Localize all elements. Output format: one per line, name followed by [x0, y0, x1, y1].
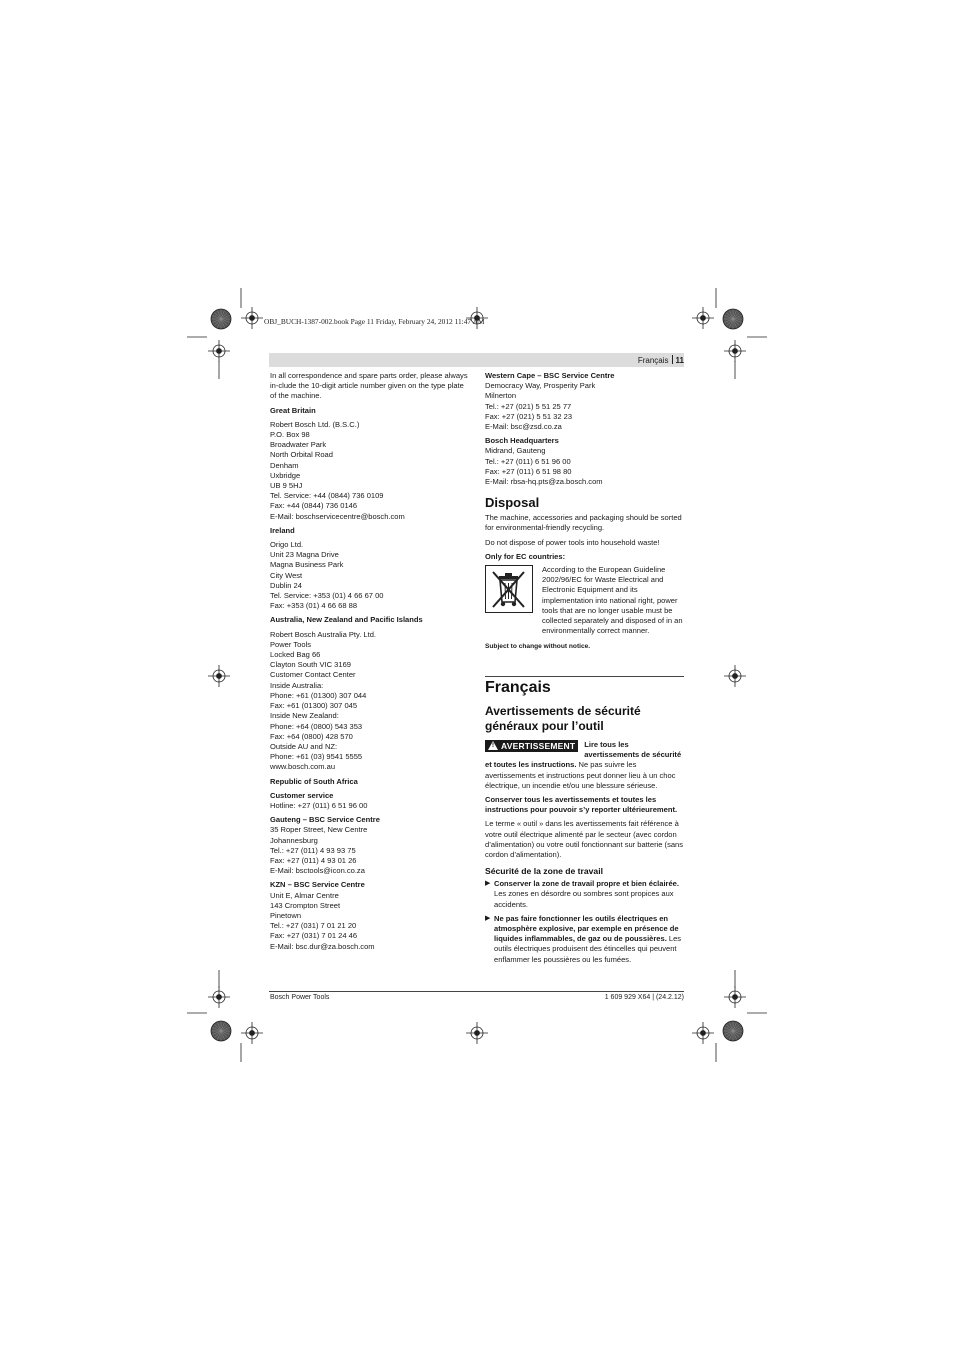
address-line: 143 Crompton Street — [270, 900, 341, 910]
address-gauteng — [270, 825, 470, 876]
address-line: Hotline: +27 (011) 6 51 96 00 — [270, 800, 368, 810]
section-title-great-britain: Great Britain — [270, 405, 316, 415]
address-line: Fax: +353 (01) 4 66 68 88 — [270, 601, 358, 611]
bullet-triangle-icon: ▶ — [485, 914, 491, 922]
address-line: Pinetown — [270, 910, 302, 920]
address-line: Tel. Service: +44 (0844) 736 0109 — [270, 491, 384, 501]
address-line: Broadwater Park — [270, 440, 327, 450]
section-title-western-cape: Western Cape – BSC Service Centre — [485, 371, 615, 380]
footer-left: Bosch Power Tools — [270, 994, 330, 1001]
subject-to-change: Subject to change without notice. — [485, 643, 591, 651]
header-language: Français — [637, 356, 669, 365]
address-line: Unit 23 Magna Drive — [270, 550, 339, 560]
page-number: 11 — [675, 356, 684, 365]
address-line: Tel.: +27 (011) 4 93 93 75 — [270, 845, 356, 855]
address-line: Johannesburg — [270, 835, 318, 845]
address-line: Dublin 24 — [270, 580, 302, 590]
address-line: North Orbital Road — [270, 450, 333, 460]
address-line: P.O. Box 98 — [270, 430, 310, 440]
address-line: Milnerton — [485, 391, 517, 401]
ec-guideline-text: According to the European Guideline 2002/96/EC for Waste Electrical and Electronic Equipment and its implementation into national right, power tools that are no longer usable must be collected separately and disposed of in an environmentally correct manner. — [542, 565, 683, 636]
address-line: Customer Contact Center — [270, 670, 356, 680]
section-title-gauteng: Gauteng – BSC Service Centre — [270, 815, 380, 825]
address-line: Clayton South VIC 3169 — [270, 660, 351, 670]
address-line: Power Tools — [270, 639, 311, 649]
disposal-paragraph-1: The machine, accessories and packaging should be sorted for environmental-friendly recycling. — [485, 513, 682, 533]
footer-rule — [269, 991, 684, 992]
address-line: Locked Bag 66 — [270, 650, 321, 660]
address-line: Fax: +27 (031) 7 01 24 46 — [270, 931, 358, 941]
disposal-heading: Disposal — [485, 495, 540, 511]
address-line: Inside New Zealand: — [270, 711, 339, 721]
address-line: E-Mail: boschservicecentre@bosch.com — [270, 511, 405, 521]
header-separator — [672, 355, 673, 364]
section-title-south-africa: Republic of South Africa — [270, 776, 358, 786]
section-title-bosch-headquarters: Bosch Headquarters — [485, 436, 559, 446]
address-line: Fax: +27 (021) 5 51 32 23 — [485, 411, 573, 421]
address-line: E-Mail: rbsa-hq.pts@za.bosch.com — [485, 477, 603, 487]
bullet-keep-work-area-clean: ▶ Conserver la zone de travail propre et bien éclairée. Les zones en désordre ou sombres sont propices aux accidents. — [485, 879, 679, 909]
address-line: Fax: +61 (01300) 307 045 — [270, 701, 358, 711]
francais-heading: Français — [485, 679, 551, 696]
section-rule-francais — [485, 676, 684, 677]
address-line: Robert Bosch Ltd. (B.S.C.) — [270, 419, 360, 429]
disposal-paragraph-2: Do not dispose of power tools into household waste! — [485, 537, 660, 547]
section-title-australia: Australia, New Zealand and Pacific Islands — [270, 615, 423, 625]
address-australia — [270, 630, 470, 773]
tool-term-paragraph: Le terme « outil » dans les avertissements fait référence à votre outil électrique alimenté par le secteur (avec cordon d’alimentation) ou votre outil fonctionnant sur batterie (sans cordon d’alimentation). — [485, 819, 684, 860]
section-title-customer-service: Customer service — [270, 790, 334, 800]
address-line: Origo Ltd. — [270, 540, 304, 550]
warning-triangle-icon: ! — [488, 741, 498, 750]
page-header-bar — [269, 353, 684, 367]
address-line: Tel.: +27 (021) 5 51 25 77 — [485, 401, 572, 411]
ec-block — [485, 565, 684, 636]
address-western-cape — [485, 381, 684, 432]
address-bosch-headquarters — [485, 446, 684, 487]
safety-warnings-heading: Avertissements de sécurité généraux pour l’outil — [485, 704, 641, 733]
section-title-ireland: Ireland — [270, 525, 295, 535]
address-line: E-Mail: bsc@zsd.co.za — [485, 422, 562, 432]
address-line: Fax: +27 (011) 6 51 98 80 — [485, 466, 572, 476]
footer-right: 1 609 929 X64 | (24.2.12) — [604, 994, 684, 1001]
intro-paragraph: In all correspondence and spare parts order, please always in-clude the 10-digit article number given on the type plate of the machine. — [270, 371, 468, 401]
left-column — [270, 371, 470, 952]
address-line: www.bosch.com.au — [270, 762, 336, 772]
section-title-kzn: KZN – BSC Service Centre — [270, 880, 365, 890]
address-line: Robert Bosch Australia Pty. Ltd. — [270, 629, 376, 639]
address-line: Phone: +61 (03) 9541 5555 — [270, 752, 363, 762]
address-line: Midrand, Gauteng — [485, 446, 546, 456]
address-line: Tel. Service: +353 (01) 4 66 67 00 — [270, 591, 384, 601]
address-line: City West — [270, 570, 303, 580]
address-line: Inside Australia: — [270, 680, 324, 690]
ec-countries-title: Only for EC countries: — [485, 551, 566, 561]
address-great-britain — [270, 420, 470, 522]
address-line: Fax: +64 (0800) 428 570 — [270, 731, 353, 741]
address-kzn — [270, 891, 470, 952]
address-line: Phone: +64 (0800) 543 353 — [270, 721, 363, 731]
keep-instructions-paragraph: Conserver tous les avertissements et toutes les instructions pour pouvoir s’y reporter ultérieurement. — [485, 795, 678, 815]
bullet-explosive-atmosphere: ▶ Ne pas faire fonctionner les outils électriques en atmosphère explosive, par exemple en présence de liquides inflammables, de gaz ou de poussières. Les outils électriques produisent des étincelles qui peuvent enflammer les poussières ou les fumées. — [485, 913, 682, 964]
french-section — [485, 678, 684, 965]
warning-paragraph: Lire tous les avertissements de sécurité et toutes les instructions. Ne pas suivre les avertissements et instructions peut donner lieu à un choc électrique, un incendie et/ou une blessure sérieuse. — [485, 740, 682, 790]
customer-service-lines — [270, 801, 470, 811]
address-line: E-Mail: bsctools@icon.co.za — [270, 866, 365, 876]
address-line: Fax: +44 (0844) 736 0146 — [270, 501, 358, 511]
page-header — [638, 355, 684, 365]
warning-badge: ! AVERTISSEMENT — [485, 740, 578, 752]
address-line: Denham — [270, 460, 299, 470]
book-slug-line: OBJ_BUCH-1387-002.book Page 11 Friday, February 24, 2012 11:47 AM — [264, 317, 485, 326]
bullet-triangle-icon: ▶ — [485, 880, 491, 888]
address-line: E-Mail: bsc.dur@za.bosch.com — [270, 941, 375, 951]
address-line: Fax: +27 (011) 4 93 01 26 — [270, 855, 357, 865]
weee-bin-icon — [485, 565, 533, 613]
address-line: 35 Roper Street, New Centre — [270, 825, 368, 835]
address-line: UB 9 5HJ — [270, 481, 303, 491]
work-area-safety-heading: Sécurité de la zone de travail — [485, 866, 603, 877]
right-column — [485, 371, 684, 653]
address-ireland — [270, 540, 470, 611]
address-line: Unit E, Almar Centre — [270, 890, 339, 900]
address-line: Outside AU and NZ: — [270, 741, 338, 751]
address-line: Uxbridge — [270, 470, 301, 480]
address-line: Phone: +61 (01300) 307 044 — [270, 690, 367, 700]
warning-block — [485, 740, 684, 791]
address-line: Democracy Way, Prosperity Park — [485, 381, 596, 391]
address-line: Tel.: +27 (011) 6 51 96 00 — [485, 456, 571, 466]
address-line: Tel.: +27 (031) 7 01 21 20 — [270, 921, 357, 931]
address-line: Magna Business Park — [270, 560, 344, 570]
